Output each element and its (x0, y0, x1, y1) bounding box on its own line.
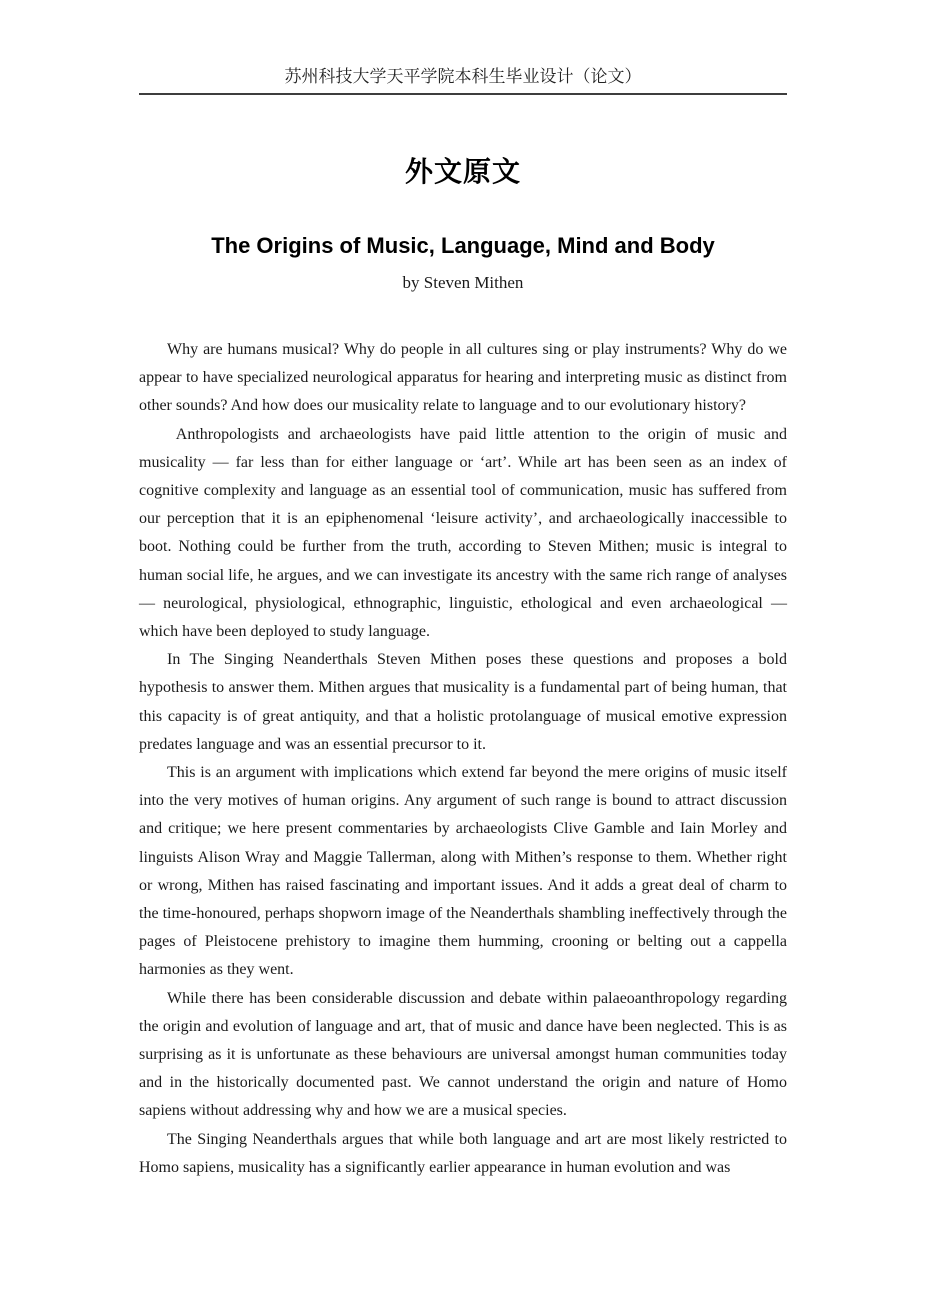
article-byline: by Steven Mithen (402, 273, 524, 292)
header-divider (139, 93, 787, 95)
page-header-text: 苏州科技大学天平学院本科生毕业设计（论文） (284, 67, 642, 86)
chinese-section-title: 外文原文 (404, 156, 521, 187)
article-title: The Origins of Music, Language, Mind and Body (211, 233, 715, 258)
paragraph-4: This is an argument with implications which extend far beyond the mere origins of music itself into the very motives of human origins. Any argument of such range is bound to attract discussion and critique; we here present commentaries by archaeologists Clive Gamble and Iain Morley and linguists Alison Wray and Maggie Tallerman, along with Mithen’s response to them. Whether right or wrong, Mithen has raised fascinating and important issues. And it adds a great deal of charm to the time-honoured, perhaps shopworn image of the Neanderthals shambling ineffectively through the pages of Pleistocene prehistory to imagine them humming, crooning or belting out a cappella harmonies as they went. (139, 764, 787, 979)
paragraph-2: Anthropologists and archaeologists have paid little attention to the origin of music and musicality — far less than for either language or ‘art’. While art has been seen as an index of cognitive complexity and language as an essential tool of communication, music has suffered from our perception that it is an epiphenomenal ‘leisure activity’, and archaeologically inaccessible to boot. Nothing could be further from the truth, according to Steven Mithen; music is integral to human social life, he argues, and we can investigate its ancestry with the same rich range of analyses — neurological, physiological, ethnographic, linguistic, ethological and even archaeological — which have been deployed to study language. (139, 425, 787, 641)
content-column (139, 66, 787, 1182)
paragraph-6: The Singing Neanderthals argues that while both language and art are most likely restricted to Homo sapiens, musicality has a significantly earlier appearance in human evolution and was (139, 1130, 787, 1176)
article-body (139, 336, 787, 1182)
paragraph-5: While there has been considerable discussion and debate within palaeoanthropology regarding the origin and evolution of language and art, that of music and dance have been neglected. This is as surprising as it is unfortunate as these behaviours are universal amongst human communities today and in the historically documented past. We cannot understand the origin and nature of Homo sapiens without addressing why and how we are a musical species. (139, 989, 787, 1120)
paragraph-3: In The Singing Neanderthals Steven Mithen poses these questions and proposes a bold hypothesis to answer them. Mithen argues that musicality is a fundamental part of being human, that this capacity is of great antiquity, and that a holistic protolanguage of musical emotive expression predates language and was an essential precursor to it. (139, 651, 787, 753)
page-header (139, 66, 787, 93)
paragraph-1: Why are humans musical? Why do people in all cultures sing or play instruments? Why do we appear to have specialized neurological apparatus for hearing and interpreting music as distinct from other sounds? And how does our musicality relate to language and to our evolutionary history? (139, 341, 787, 415)
